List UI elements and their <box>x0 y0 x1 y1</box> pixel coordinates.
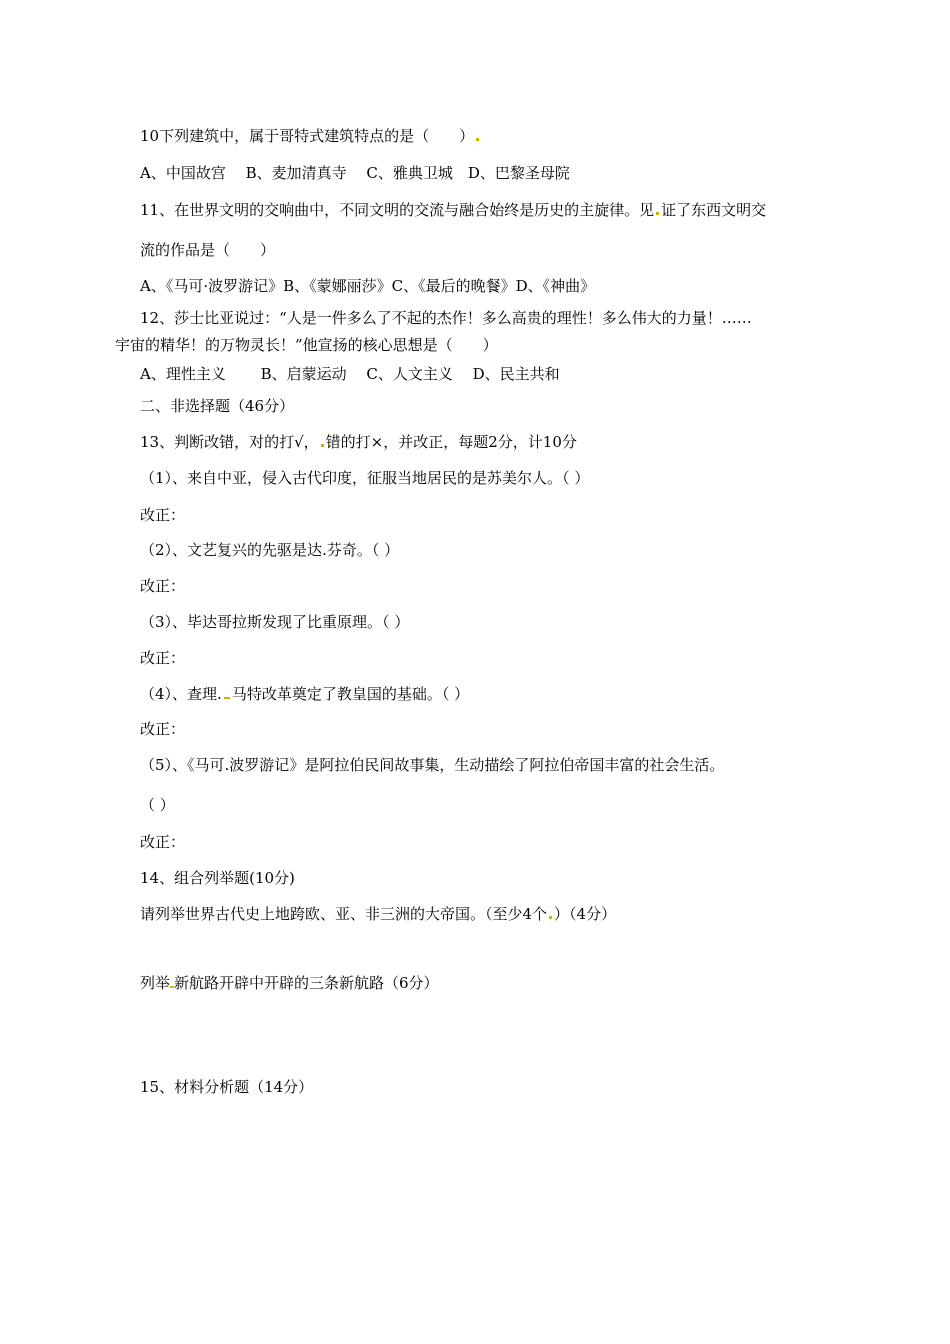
highlight-mark <box>656 212 659 215</box>
highlight-mark <box>476 138 479 141</box>
q13-correction-3: 改正： <box>140 649 186 667</box>
q13-item-2: （2）、文艺复兴的先驱是达.芬奇。（ ） <box>140 541 400 559</box>
q13-correction-4: 改正： <box>140 720 186 738</box>
q11-options: A、《马可·波罗游记》B、《蒙娜丽莎》C、《最后的晚餐》D、《神曲》 <box>140 277 596 295</box>
q11-stem-line2: 流的作品是（ ） <box>140 241 276 259</box>
q10-stem: 10下列建筑中，属于哥特式建筑特点的是（ ） <box>140 126 481 146</box>
q13-item-4: （4）、查理. 马特改革奠定了教皇国的基础。（ ） <box>140 685 470 703</box>
q10-options: A、中国故宫 B、麦加清真寺 C、雅典卫城 D、巴黎圣母院 <box>140 164 570 182</box>
highlight-mark <box>549 916 552 919</box>
q13-correction-1: 改正： <box>140 506 186 524</box>
q12-options: A、理性主义 B、启蒙运动 C、人文主义 D、民主共和 <box>140 365 560 383</box>
q13-correction-5: 改正： <box>140 833 186 851</box>
section2-title: 二、非选择题（46分） <box>140 397 295 415</box>
q13-item-5: （5）、《马可.波罗游记》是阿拉伯民间故事集，生动描绘了阿拉伯帝国丰富的社会生活。 <box>140 756 725 774</box>
q13-item-5-paren: （ ） <box>140 796 175 814</box>
highlight-mark <box>224 697 230 699</box>
q12-stem-line2: 宇宙的精华！的万物灵长！”他宣扬的核心思想是（ ） <box>115 336 498 354</box>
q13-item-1: （1）、来自中亚，侵入古代印度，征服当地居民的是苏美尔人。（ ） <box>140 469 590 487</box>
q14-part2: 列举 新航路开辟中开辟的三条新航路（6分） <box>140 974 439 992</box>
highlight-mark <box>321 444 324 447</box>
q13-correction-2: 改正： <box>140 577 186 595</box>
q15-title: 15、材料分析题（14分） <box>140 1078 314 1096</box>
q14-part1: 请列举世界古代史上地跨欧、亚、非三洲的大帝国。（至少4个 ）（4分） <box>140 905 617 923</box>
q11-stem-line1: 11、在世界文明的交响曲中，不同文明的交流与融合始终是历史的主旋律。见 证了东西文明交 <box>140 201 767 219</box>
q14-title: 14、组合列举题(10分) <box>140 869 295 887</box>
q13-stem: 13、判断改错，对的打√， 错的打×，并改正，每题2分，计10分 <box>140 433 577 451</box>
q12-stem-line1: 12、莎士比亚说过：“人是一件多么了不起的杰作！多么高贵的理性！多么伟大的力量！…… <box>140 309 752 327</box>
q13-item-3: （3）、毕达哥拉斯发现了比重原理。（ ） <box>140 613 410 631</box>
